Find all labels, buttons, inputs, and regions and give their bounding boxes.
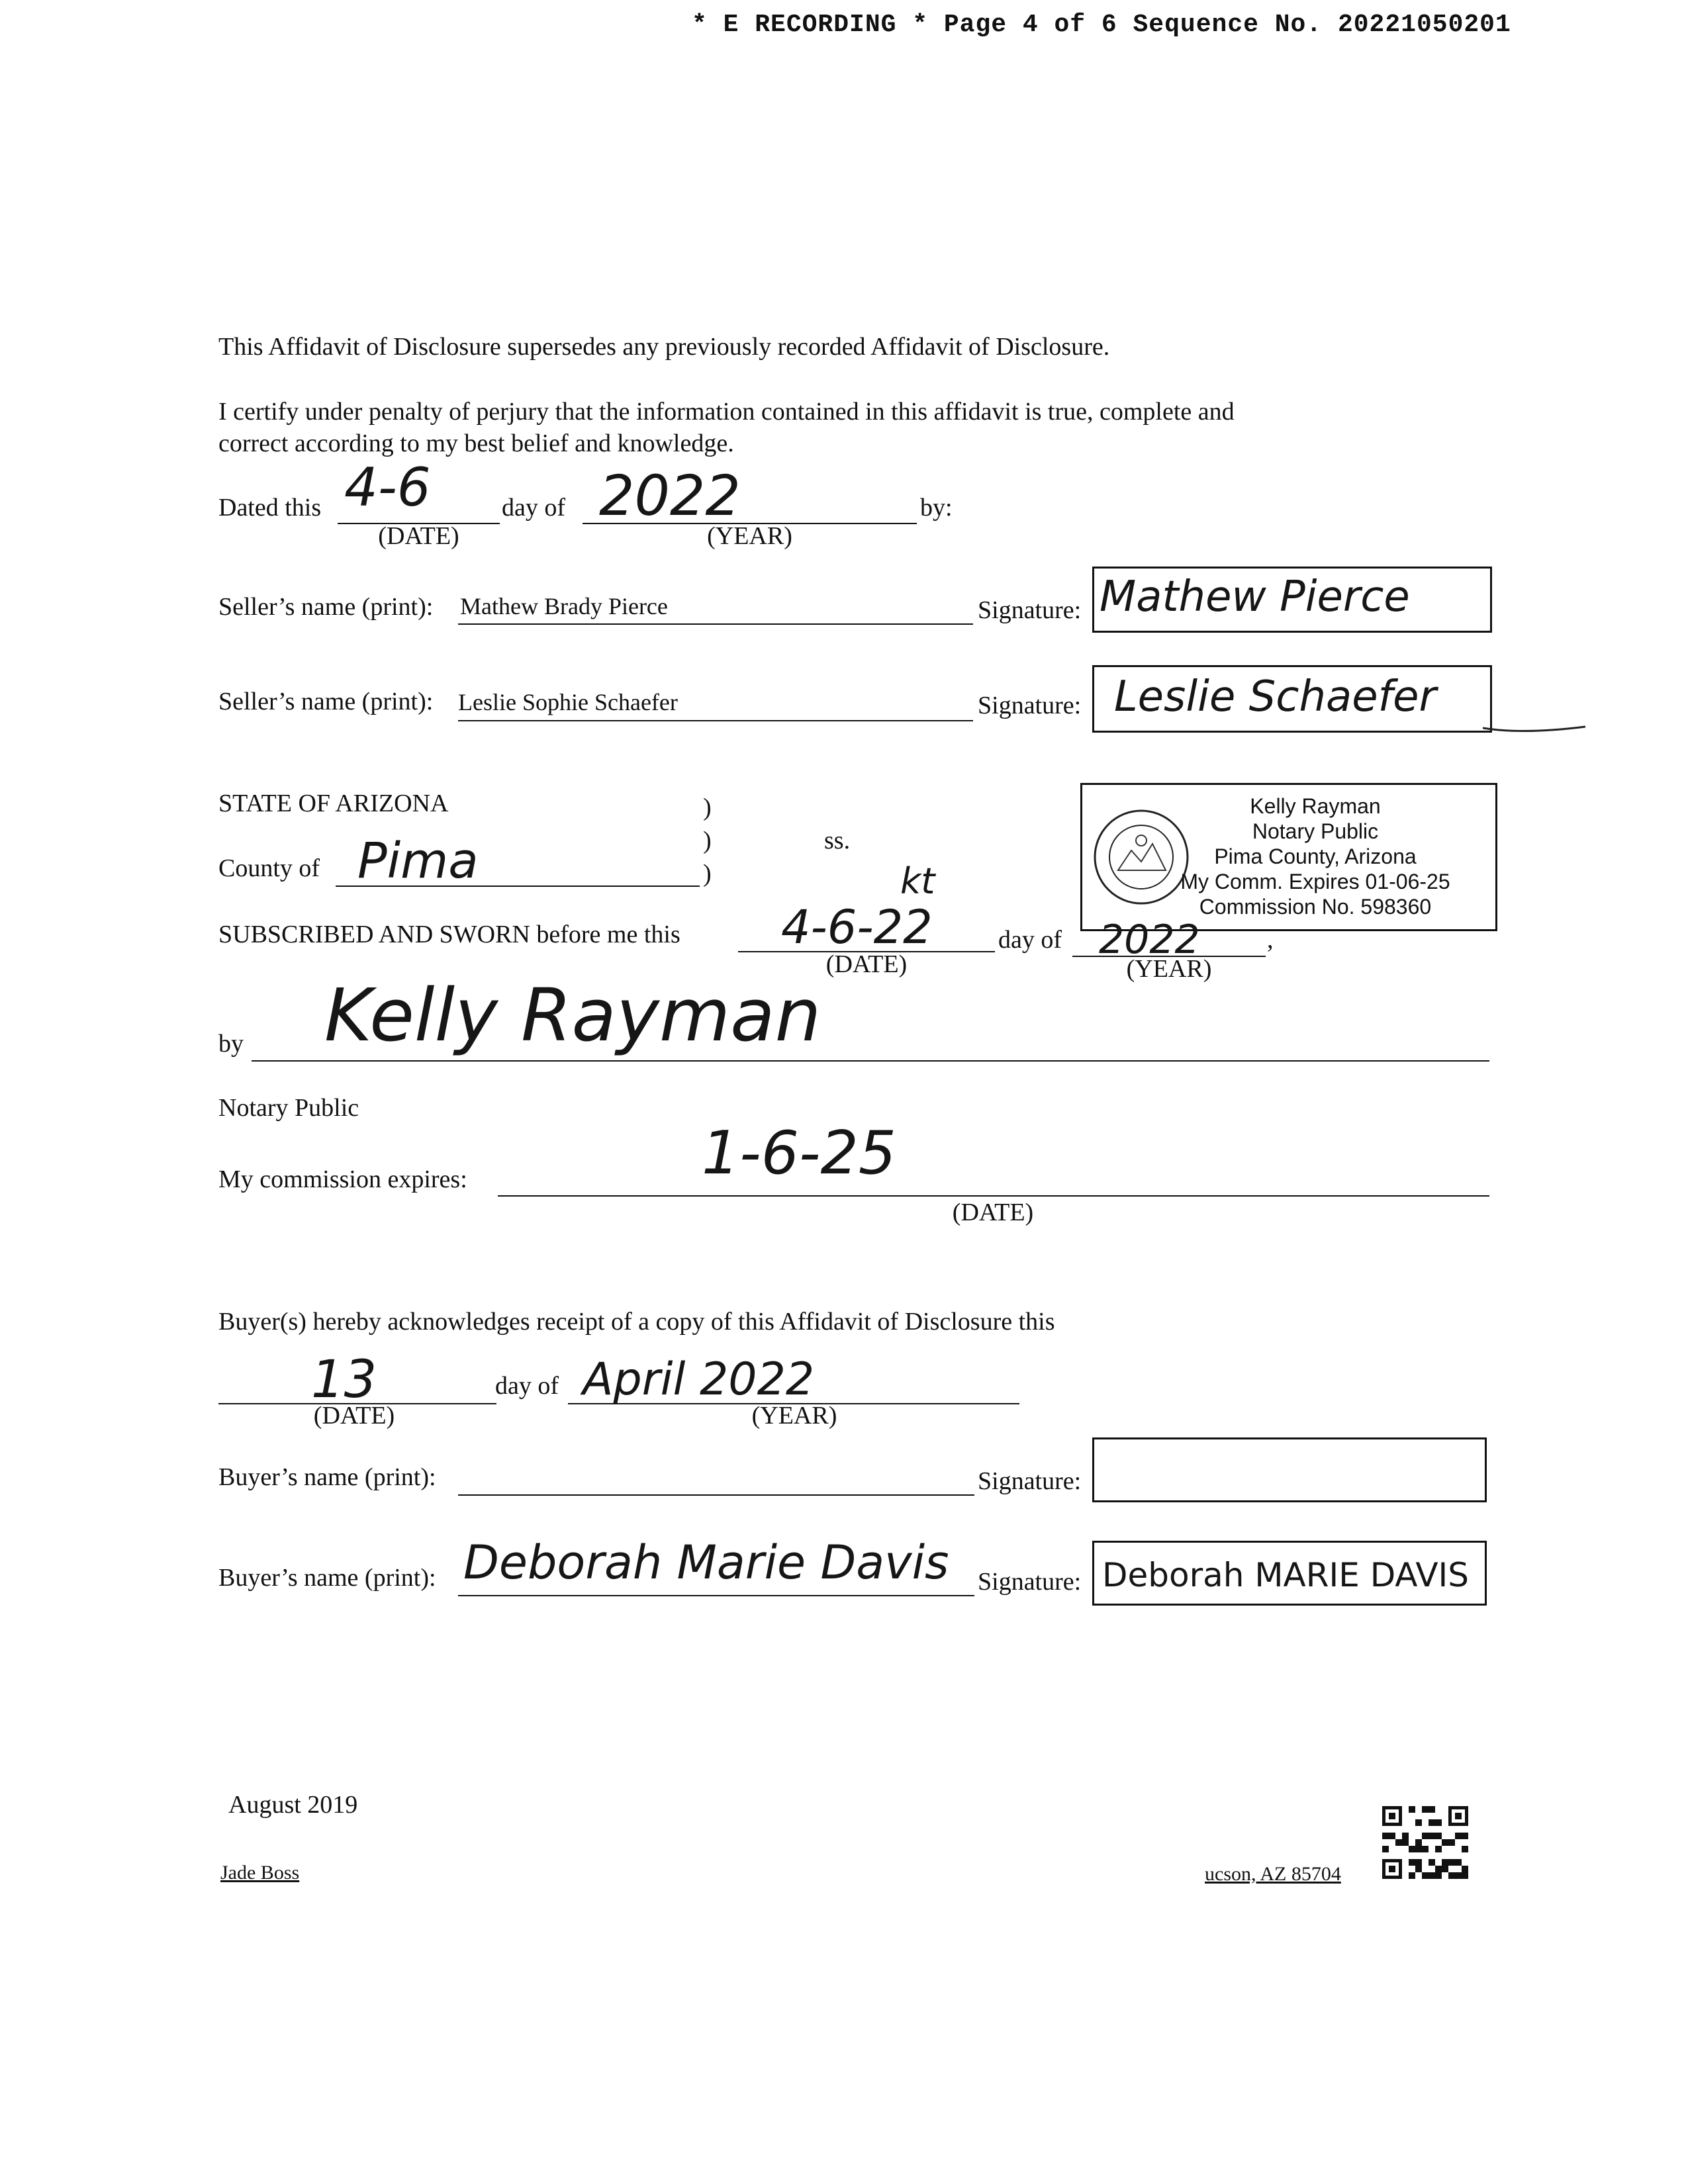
commission-label: My commission expires: [218,1165,467,1193]
stamp-commission: Commission No. 598360 [1199,895,1432,919]
stamp-county: Pima County, Arizona [1214,844,1417,868]
subscribed-label: SUBSCRIBED AND SWORN before me this [218,921,680,948]
buyer-1-name-line [458,1494,974,1496]
seller-2-label: Seller’s name (print): [218,688,434,715]
state-of-arizona: STATE OF ARIZONA [218,790,449,817]
seller-1-name-line [458,623,973,625]
buyer-2-label: Buyer’s name (print): [218,1564,436,1592]
supersedes-statement: This Affidavit of Disclosure supersedes any previously recorded Affidavit of Disclosure. [218,333,1110,361]
seller-1-sig-label: Signature: [978,596,1082,624]
commission-value: 1-6-25 [702,1118,896,1188]
form-date: August 2019 [228,1791,358,1819]
dated-day-of: day of [502,494,566,522]
sworn-year-caption: (YEAR) [1126,955,1212,983]
stamp-name: Kelly Rayman [1250,794,1381,818]
notary-public-label: Notary Public [218,1094,359,1122]
seller-2-name: Leslie Sophie Schaefer [458,689,678,715]
paren-3: ) [703,860,712,887]
stamp-title: Notary Public [1252,819,1379,843]
seller-1-signature: Mathew Pierce [1100,572,1410,621]
seller-2-name-line [458,720,973,721]
sworn-year-value: 2022 [1099,917,1200,963]
buyer-2-signature: Deborah MARIE DAVIS [1102,1556,1470,1594]
notary-signature: Kelly Rayman [324,973,821,1058]
buyer-2-signature-box[interactable] [1092,1541,1487,1606]
county-label: County of [218,854,320,882]
sworn-date-caption: (DATE) [825,950,908,978]
buyer-ack-year-caption: (YEAR) [751,1402,837,1430]
buyer-2-sig-label: Signature: [978,1568,1082,1596]
buyer-1-sig-label: Signature: [978,1467,1082,1495]
certify-line-2: correct according to my best belief and knowledge. [218,430,734,457]
county-value: Pima [357,833,479,889]
buyer-ack-text: Buyer(s) hereby acknowledges receipt of a copy of this Affidavit of Disclosure this [218,1308,1055,1336]
seller-1-signature-box[interactable] [1092,567,1492,633]
notary-stamp [1080,783,1497,931]
buyer-ack-date-value: 13 [311,1350,377,1410]
certify-line-1: I certify under penalty of perjury that the information contained in this affidavit is true, complete and [218,398,1235,426]
paren-1: ) [703,794,712,821]
stamp-expires: My Comm. Expires 01-06-25 [1180,870,1450,893]
sworn-date-value: 4-6-22 [781,900,933,954]
paren-2: ) [703,827,712,854]
buyer-2-name-line [458,1595,974,1596]
seller-2-sig-label: Signature: [978,692,1082,719]
seller-1-name: Mathew Brady Pierce [460,593,668,619]
notary-signature-line [252,1060,1489,1062]
sworn-comma: , [1267,926,1274,954]
seller-2-signature-tail [1483,715,1589,741]
right-stamp: ucson, AZ 85704 [1205,1863,1341,1885]
commission-line [498,1195,1489,1197]
qr-code-icon [1382,1805,1468,1880]
sworn-day-of: day of [998,926,1062,954]
buyer-2-name: Deborah Marie Davis [463,1535,949,1590]
commission-caption: (DATE) [952,1199,1034,1226]
recording-header: * E RECORDING * Page 4 of 6 Sequence No. 20221050201 [692,11,1511,39]
dated-date-caption: (DATE) [378,522,459,550]
ss-label: ss. [824,827,851,854]
dated-year-caption: (YEAR) [707,522,792,550]
dated-by: by: [920,494,953,522]
dated-date-value: 4-6 [344,457,431,518]
buyer-1-label: Buyer’s name (print): [218,1463,436,1491]
notary-by-label: by [218,1030,244,1058]
sworn-date-correction: kt [900,860,935,902]
dated-year-value: 2022 [599,463,741,528]
left-stamp: Jade Boss [220,1862,300,1884]
seller-2-signature: Leslie Schaefer [1114,672,1436,721]
seller-2-signature-box[interactable] [1092,665,1492,733]
dated-label: Dated this [218,494,322,522]
buyer-ack-month-year-value: April 2022 [583,1353,815,1406]
seller-1-label: Seller’s name (print): [218,593,434,621]
buyer-ack-date-caption: (DATE) [313,1402,395,1430]
buyer-ack-day-of: day of [495,1372,559,1400]
buyer-1-signature-box[interactable] [1092,1437,1487,1502]
